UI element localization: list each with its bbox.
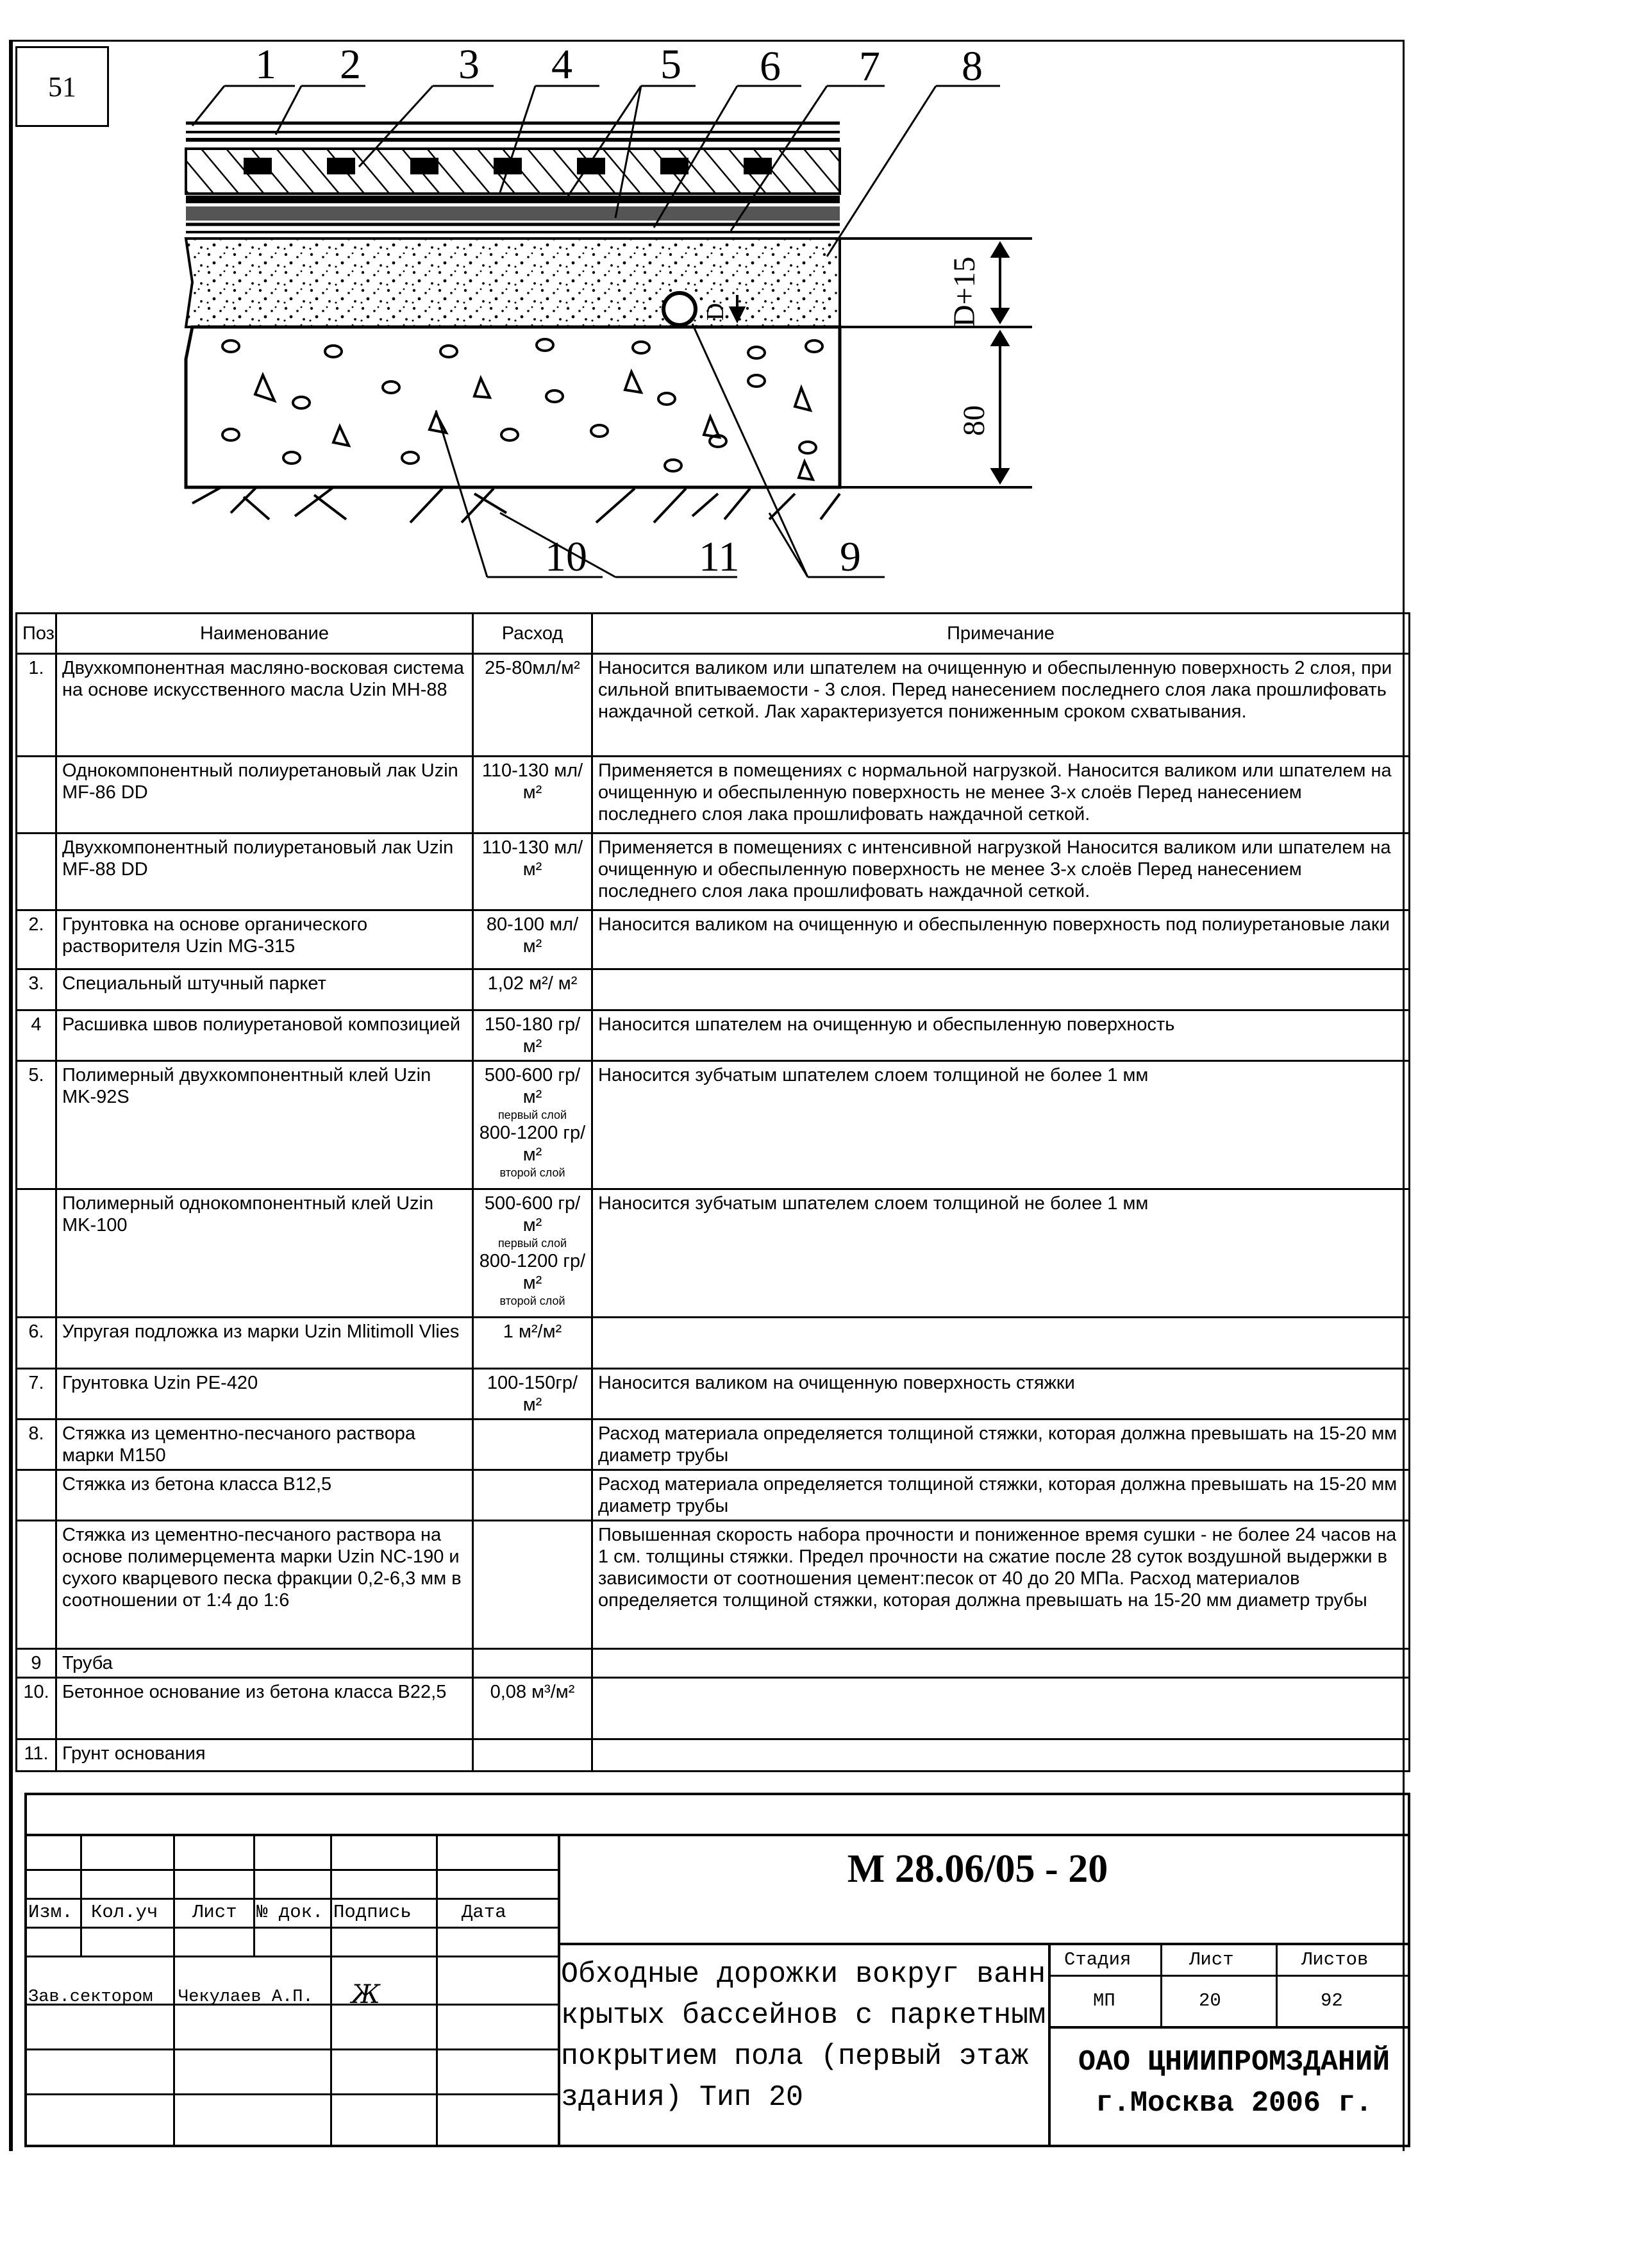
drawing-title: Обходные дорожки вокруг ванн крытых бассейнов с паркетным покрытием пола (первый этаж здания) Тип 20	[561, 1958, 1046, 2114]
callout-2: 2	[340, 41, 361, 88]
table-row	[17, 1649, 1410, 1678]
row-rate: 1,02 м²/ м²	[473, 969, 592, 1010]
row-rate: 150-180 гр/м²	[473, 1010, 592, 1061]
callout-3: 3	[458, 41, 480, 88]
row-name: Упругая подложка из марки Uzin Mlitimoll Vlies	[56, 1318, 473, 1369]
row-note: Наносится зубчатым шпателем слоем толщиной не более 1 мм	[592, 1061, 1410, 1189]
sheet-label: Лист	[1189, 1949, 1234, 1970]
specification-table	[15, 612, 1410, 1772]
callout-9: 9	[840, 533, 861, 580]
row-rate: 25-80мл/м²	[473, 654, 592, 757]
row-note	[592, 969, 1410, 1010]
dimension-bottom: 80	[957, 405, 991, 436]
row-pos: 5.	[17, 1061, 56, 1189]
layer-soil	[192, 487, 840, 523]
sheet-value: 20	[1199, 1990, 1221, 2011]
row-pos: 2.	[17, 910, 56, 969]
row-note	[592, 1649, 1410, 1678]
table-header-row	[17, 614, 1410, 654]
rate-first: 500-600 гр/м²	[484, 1193, 581, 1236]
header-pos: Поз	[17, 614, 56, 654]
row-rate	[473, 1739, 592, 1772]
row-pos	[17, 1470, 56, 1521]
layer-concrete	[186, 327, 840, 487]
col-header-date: Дата	[462, 1902, 506, 1923]
callout-11: 11	[699, 533, 740, 580]
header-rate: Расход	[473, 614, 592, 654]
table-row	[17, 1369, 1410, 1420]
col-header-signature: Подпись	[333, 1902, 412, 1923]
table-row	[17, 1521, 1410, 1649]
table-row	[17, 1739, 1410, 1772]
row-name: Полимерный однокомпонентный клей Uzin MK-100	[56, 1189, 473, 1318]
sheets-label: Листов	[1301, 1949, 1369, 1970]
row-note: Применяется в помещениях с нормальной нагрузкой. Наносится валиком или шпателем на очищенную и обеспыленную поверхность не менее 3-х слоёв Перед нанесением последнего слоя лака прошлифовать наждачной сеткой.	[592, 757, 1410, 834]
row-note: Расход материала определяется толщиной стяжки, которая должна превышать на 15-20 мм диаметр трубы	[592, 1470, 1410, 1521]
col-header-doc-no: № док.	[256, 1902, 324, 1923]
row-rate	[473, 1649, 592, 1678]
table-row	[17, 910, 1410, 969]
row-pos: 9	[17, 1649, 56, 1678]
row-name: Стяжка из цементно-песчаного раствора на основе полимерцемента марки Uzin NC-190 и сухого кварцевого песка фракции 0,2-6,3 мм в соотношении от 1:4 до 1:6	[56, 1521, 473, 1649]
row-pos	[17, 834, 56, 910]
row-note: Наносится зубчатым шпателем слоем толщиной не более 1 мм	[592, 1189, 1410, 1318]
row-rate	[473, 1420, 592, 1470]
role-label: Зав.сектором	[28, 1988, 153, 2007]
header-name: Наименование	[56, 614, 473, 654]
row-rate	[473, 1470, 592, 1521]
table-row	[17, 1010, 1410, 1061]
layer-coating	[186, 123, 840, 140]
dimension-top: D+15	[947, 256, 981, 327]
table-row	[17, 1678, 1410, 1739]
rate-second-note: второй слой	[499, 1166, 565, 1179]
row-name: Двухкомпонентный полиуретановый лак Uzin MF-88 DD	[56, 834, 473, 910]
row-note	[592, 1678, 1410, 1739]
col-header-count: Кол.уч	[91, 1902, 158, 1923]
row-rate	[473, 1189, 592, 1318]
row-name: Грунтовка на основе органического растворителя Uzin MG-315	[56, 910, 473, 969]
row-pos: 6.	[17, 1318, 56, 1369]
row-pos: 11.	[17, 1739, 56, 1772]
row-rate	[473, 1521, 592, 1649]
row-rate: 80-100 мл/м²	[473, 910, 592, 969]
row-note: Применяется в помещениях с интенсивной нагрузкой Наносится валиком или шпателем на очищенную и обеспыленную поверхность не менее 3-х слоёв Перед нанесением последнего слоя лака прошлифовать наждачной сеткой.	[592, 834, 1410, 910]
row-pos: 3.	[17, 969, 56, 1010]
col-header-sheet: Лист	[192, 1902, 237, 1923]
row-note: Повышенная скорость набора прочности и пониженное время сушки - не более 24 часов на 1 см. толщины стяжки. Предел прочности на сжатие после 28 суток воздушной выдержки в зависимости от соотношения цемент:песок от 40 до 20 МПа. Расход материалов определяется толщиной стяжки, которая должна превышать на 15-20 мм диаметр трубы	[592, 1521, 1410, 1649]
row-rate: 110-130 мл/м²	[473, 757, 592, 834]
table-row	[17, 834, 1410, 910]
table-row	[17, 969, 1410, 1010]
callout-6: 6	[760, 43, 781, 90]
person-name: Чекулаев А.П.	[178, 1988, 313, 2007]
organization	[1051, 2042, 1417, 2124]
org-city-year: г.Москва 2006 г.	[1095, 2087, 1373, 2120]
row-name: Полимерный двухкомпонентный клей Uzin MK-92S	[56, 1061, 473, 1189]
row-pos	[17, 757, 56, 834]
row-rate	[473, 1061, 592, 1189]
row-pos: 10.	[17, 1678, 56, 1739]
row-note: Наносится валиком или шпателем на очищенную и обеспыленную поверхность 2 слоя, при сильной впитываемости - 3 слоя. Перед нанесением последнего слоя лака прошлифовать наждачной сеткой. Лак характеризуется пониженным сроком схватывания.	[592, 654, 1410, 757]
row-pos: 7.	[17, 1369, 56, 1420]
callout-10: 10	[545, 533, 587, 580]
table-row	[17, 1061, 1410, 1189]
row-pos: 8.	[17, 1420, 56, 1470]
row-note: Наносится валиком на очищенную поверхность стяжки	[592, 1369, 1410, 1420]
table-row	[17, 1420, 1410, 1470]
stage-label: Стадия	[1064, 1949, 1131, 1970]
rate-second: 800-1200 гр/м²	[479, 1251, 586, 1293]
callout-7: 7	[859, 43, 880, 90]
table-row	[17, 757, 1410, 834]
row-name: Однокомпонентный полиуретановый лак Uzin MF-86 DD	[56, 757, 473, 834]
callout-1: 1	[255, 41, 276, 88]
stage-value: МП	[1093, 1990, 1115, 2011]
signature: Ж	[351, 1980, 380, 2009]
header-note: Примечание	[592, 614, 1410, 654]
row-note	[592, 1739, 1410, 1772]
row-name: Стяжка из бетона класса B12,5	[56, 1470, 473, 1521]
row-rate: 100-150гр/м²	[473, 1369, 592, 1420]
table-row	[17, 1189, 1410, 1318]
callout-5: 5	[660, 41, 681, 88]
pipe-icon	[663, 293, 696, 325]
row-name: Специальный штучный паркет	[56, 969, 473, 1010]
row-pos: 4	[17, 1010, 56, 1061]
pipe-diameter-label: D	[702, 303, 729, 321]
org-name: ОАО ЦНИИПРОМЗДАНИЙ	[1078, 2046, 1390, 2079]
rate-second: 800-1200 гр/м²	[479, 1123, 586, 1165]
callout-8: 8	[962, 43, 983, 90]
row-pos: 1.	[17, 654, 56, 757]
row-name: Грунт основания	[56, 1739, 473, 1772]
row-rate: 110-130 мл/м²	[473, 834, 592, 910]
row-rate: 0,08 м³/м²	[473, 1678, 592, 1739]
row-pos	[17, 1189, 56, 1318]
row-pos	[17, 1521, 56, 1649]
row-note: Наносится шпателем на очищенную и обеспыленную поверхность	[592, 1010, 1410, 1061]
page-number: 51	[15, 46, 109, 127]
callout-4: 4	[551, 41, 572, 88]
row-note: Наносится валиком на очищенную и обеспыленную поверхность под полиуретановые лаки	[592, 910, 1410, 969]
rate-first-note: первый слой	[497, 1237, 567, 1250]
table-row	[17, 654, 1410, 757]
row-note	[592, 1318, 1410, 1369]
row-note: Расход материала определяется толщиной стяжки, которая должна превышать на 15-20 мм диаметр трубы	[592, 1420, 1410, 1470]
row-rate: 1 м²/м²	[473, 1318, 592, 1369]
table-row	[17, 1470, 1410, 1521]
rate-first: 500-600 гр/м²	[484, 1065, 581, 1107]
row-name: Бетонное основание из бетона класса B22,5	[56, 1678, 473, 1739]
rate-second-note: второй слой	[499, 1294, 565, 1307]
row-name: Двухкомпонентная масляно-восковая система на основе искусственного масла Uzin MH-88	[56, 654, 473, 757]
sheets-value: 92	[1321, 1990, 1343, 2011]
rate-first-note: первый слой	[497, 1109, 567, 1121]
document-code: М 28.06/05 - 20	[847, 1847, 1108, 1891]
row-name: Труба	[56, 1649, 473, 1678]
row-name: Грунтовка Uzin PE-420	[56, 1369, 473, 1420]
row-name: Расшивка швов полиуретановой композицией	[56, 1010, 473, 1061]
col-header-change: Изм.	[28, 1902, 73, 1923]
row-name: Стяжка из цементно-песчаного раствора марки M150	[56, 1420, 473, 1470]
table-row	[17, 1318, 1410, 1369]
floor-section-drawing	[0, 0, 1652, 609]
